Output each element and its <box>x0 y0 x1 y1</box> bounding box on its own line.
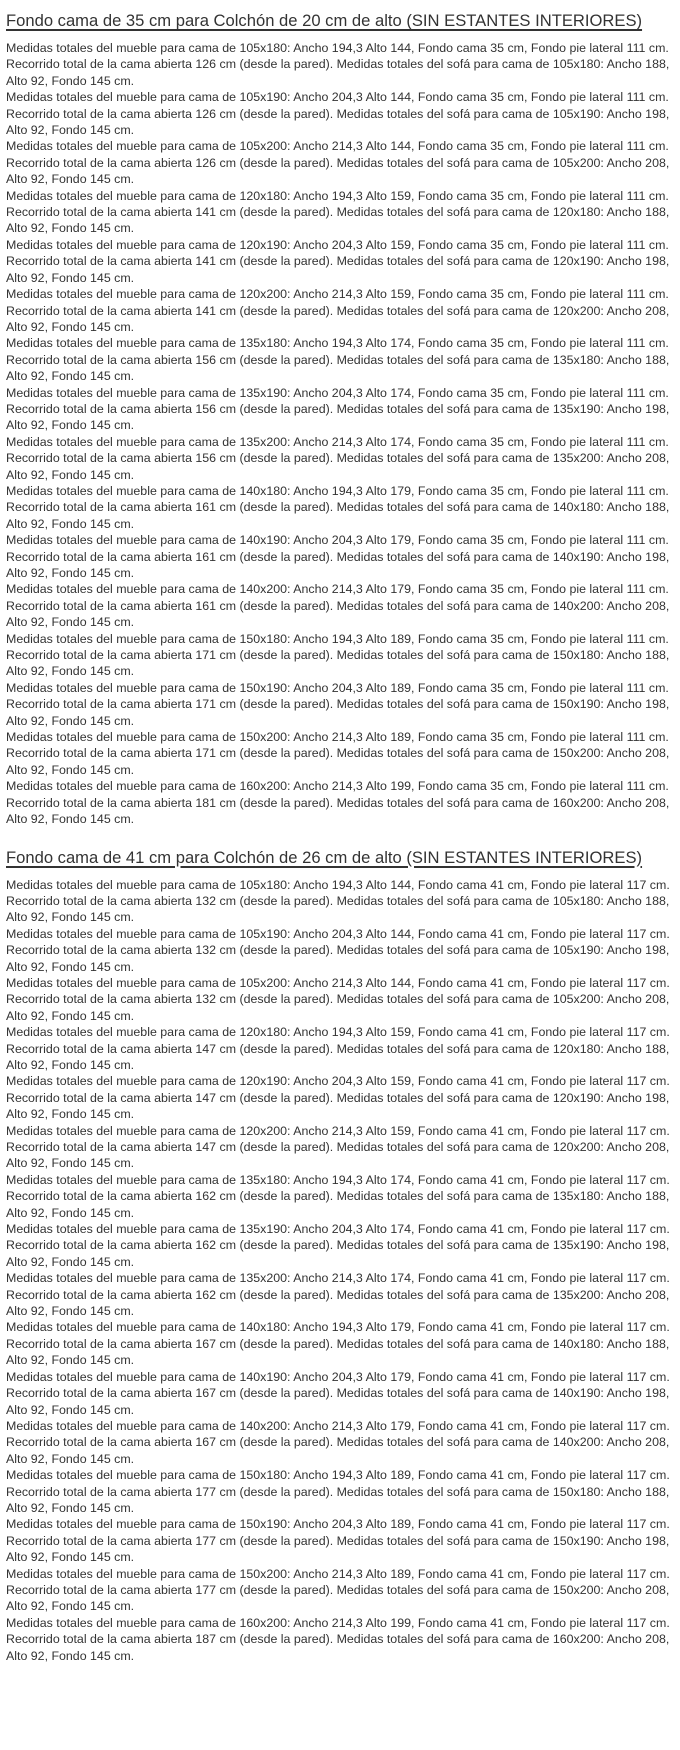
dimension-entry: Medidas totales del mueble para cama de 150x200: Ancho 214,3 Alto 189, Fondo cama 35 cm, Fondo pie lateral 111 cm. Recorrido total de la cama abierta 171 cm (desde la pared). Medidas totales del sofá para cama de 150x200: Ancho 208, Alto 92, Fondo 145 cm. <box>6 730 670 777</box>
dimension-entry: Medidas totales del mueble para cama de 105x180: Ancho 194,3 Alto 144, Fondo cama 41 cm, Fondo pie lateral 117 cm. Recorrido total de la cama abierta 132 cm (desde la pared). Medidas totales del sofá para cama de 105x180: Ancho 188, Alto 92, Fondo 145 cm. <box>6 877 670 925</box>
dimension-entry: Medidas totales del mueble para cama de 105x190: Ancho 204,3 Alto 144, Fondo cama 41 cm, Fondo pie lateral 117 cm. Recorrido total de la cama abierta 132 cm (desde la pared). Medidas totales del sofá para cama de 105x190: Ancho 198, Alto 92, Fondo 145 cm. <box>6 926 670 974</box>
dimension-entry: Medidas totales del mueble para cama de 160x200: Ancho 214,3 Alto 199, Fondo cama 41 cm, Fondo pie lateral 117 cm. Recorrido total de la cama abierta 187 cm (desde la pared). Medidas totales del sofá para cama de 160x200: Ancho 208, Alto 92, Fondo 145 cm. <box>6 1615 670 1663</box>
dimension-entry: Medidas totales del mueble para cama de 150x190: Ancho 204,3 Alto 189, Fondo cama 41 cm, Fondo pie lateral 117 cm. Recorrido total de la cama abierta 177 cm (desde la pared). Medidas totales del sofá para cama de 150x190: Ancho 198, Alto 92, Fondo 145 cm. <box>6 1517 670 1565</box>
dimension-entry: Medidas totales del mueble para cama de 135x190: Ancho 204,3 Alto 174, Fondo cama 35 cm, Fondo pie lateral 111 cm. Recorrido total de la cama abierta 156 cm (desde la pared). Medidas totales del sofá para cama de 135x190: Ancho 198, Alto 92, Fondo 145 cm. <box>6 385 670 433</box>
dimension-entry: Medidas totales del mueble para cama de 150x180: Ancho 194,3 Alto 189, Fondo cama 35 cm, Fondo pie lateral 111 cm. Recorrido total de la cama abierta 171 cm (desde la pared). Medidas totales del sofá para cama de 150x180: Ancho 188, Alto 92, Fondo 145 cm. <box>6 631 670 679</box>
dimension-entry: Medidas totales del mueble para cama de 150x200: Ancho 214,3 Alto 189, Fondo cama 41 cm, Fondo pie lateral 117 cm. Recorrido total de la cama abierta 177 cm (desde la pared). Medidas totales del sofá para cama de 150x200: Ancho 208, Alto 92, Fondo 145 cm. <box>6 1566 670 1614</box>
dimension-list <box>6 40 674 828</box>
dimension-entry: Medidas totales del mueble para cama de 135x180: Ancho 194,3 Alto 174, Fondo cama 35 cm, Fondo pie lateral 111 cm. Recorrido total de la cama abierta 156 cm (desde la pared). Medidas totales del sofá para cama de 135x180: Ancho 188, Alto 92, Fondo 145 cm. <box>6 336 670 384</box>
dimension-entry: Medidas totales del mueble para cama de 135x190: Ancho 204,3 Alto 174, Fondo cama 41 cm, Fondo pie lateral 117 cm. Recorrido total de la cama abierta 162 cm (desde la pared). Medidas totales del sofá para cama de 135x190: Ancho 198, Alto 92, Fondo 145 cm. <box>6 1222 670 1269</box>
dimension-entry: Medidas totales del mueble para cama de 135x200: Ancho 214,3 Alto 174, Fondo cama 41 cm, Fondo pie lateral 117 cm. Recorrido total de la cama abierta 162 cm (desde la pared). Medidas totales del sofá para cama de 135x200: Ancho 208, Alto 92, Fondo 145 cm. <box>6 1271 670 1319</box>
section-fondo-35 <box>6 9 674 828</box>
dimension-entry: Medidas totales del mueble para cama de 120x180: Ancho 194,3 Alto 159, Fondo cama 35 cm, Fondo pie lateral 111 cm. Recorrido total de la cama abierta 141 cm (desde la pared). Medidas totales del sofá para cama de 120x180: Ancho 188, Alto 92, Fondo 145 cm. <box>6 188 670 236</box>
dimension-entry: Medidas totales del mueble para cama de 105x190: Ancho 204,3 Alto 144, Fondo cama 35 cm, Fondo pie lateral 111 cm. Recorrido total de la cama abierta 126 cm (desde la pared). Medidas totales del sofá para cama de 105x190: Ancho 198, Alto 92, Fondo 145 cm. <box>6 90 670 138</box>
dimension-entry: Medidas totales del mueble para cama de 140x190: Ancho 204,3 Alto 179, Fondo cama 35 cm, Fondo pie lateral 111 cm. Recorrido total de la cama abierta 161 cm (desde la pared). Medidas totales del sofá para cama de 140x190: Ancho 198, Alto 92, Fondo 145 cm. <box>6 533 670 580</box>
section-title: Fondo cama de 41 cm para Colchón de 26 cm de alto (SIN ESTANTES INTERIORES) <box>6 847 643 867</box>
dimension-entry: Medidas totales del mueble para cama de 105x200: Ancho 214,3 Alto 144, Fondo cama 35 cm, Fondo pie lateral 111 cm. Recorrido total de la cama abierta 126 cm (desde la pared). Medidas totales del sofá para cama de 105x200: Ancho 208, Alto 92, Fondo 145 cm. <box>6 139 670 187</box>
dimension-entry: Medidas totales del mueble para cama de 120x190: Ancho 204,3 Alto 159, Fondo cama 35 cm, Fondo pie lateral 111 cm. Recorrido total de la cama abierta 141 cm (desde la pared). Medidas totales del sofá para cama de 120x190: Ancho 198, Alto 92, Fondo 145 cm. <box>6 237 670 285</box>
dimension-entry: Medidas totales del mueble para cama de 105x200: Ancho 214,3 Alto 144, Fondo cama 41 cm, Fondo pie lateral 117 cm. Recorrido total de la cama abierta 132 cm (desde la pared). Medidas totales del sofá para cama de 105x200: Ancho 208, Alto 92, Fondo 145 cm. <box>6 975 670 1023</box>
dimension-list <box>6 877 674 1665</box>
dimension-entry: Medidas totales del mueble para cama de 140x180: Ancho 194,3 Alto 179, Fondo cama 41 cm, Fondo pie lateral 117 cm. Recorrido total de la cama abierta 167 cm (desde la pared). Medidas totales del sofá para cama de 140x180: Ancho 188, Alto 92, Fondo 145 cm. <box>6 1320 670 1368</box>
dimension-entry: Medidas totales del mueble para cama de 140x200: Ancho 214,3 Alto 179, Fondo cama 35 cm, Fondo pie lateral 111 cm. Recorrido total de la cama abierta 161 cm (desde la pared). Medidas totales del sofá para cama de 140x200: Ancho 208, Alto 92, Fondo 145 cm. <box>6 582 670 630</box>
dimension-entry: Medidas totales del mueble para cama de 160x200: Ancho 214,3 Alto 199, Fondo cama 35 cm, Fondo pie lateral 111 cm. Recorrido total de la cama abierta 181 cm (desde la pared). Medidas totales del sofá para cama de 160x200: Ancho 208, Alto 92, Fondo 145 cm. <box>6 779 670 827</box>
dimension-entry: Medidas totales del mueble para cama de 140x200: Ancho 214,3 Alto 179, Fondo cama 41 cm, Fondo pie lateral 117 cm. Recorrido total de la cama abierta 167 cm (desde la pared). Medidas totales del sofá para cama de 140x200: Ancho 208, Alto 92, Fondo 145 cm. <box>6 1418 670 1466</box>
dimension-entry: Medidas totales del mueble para cama de 135x180: Ancho 194,3 Alto 174, Fondo cama 41 cm, Fondo pie lateral 117 cm. Recorrido total de la cama abierta 162 cm (desde la pared). Medidas totales del sofá para cama de 135x180: Ancho 188, Alto 92, Fondo 145 cm. <box>6 1172 670 1220</box>
dimension-entry: Medidas totales del mueble para cama de 135x200: Ancho 214,3 Alto 174, Fondo cama 35 cm, Fondo pie lateral 111 cm. Recorrido total de la cama abierta 156 cm (desde la pared). Medidas totales del sofá para cama de 135x200: Ancho 208, Alto 92, Fondo 145 cm. <box>6 434 670 482</box>
section-title: Fondo cama de 35 cm para Colchón de 20 cm de alto (SIN ESTANTES INTERIORES) <box>6 11 643 30</box>
dimension-entry: Medidas totales del mueble para cama de 120x200: Ancho 214,3 Alto 159, Fondo cama 35 cm, Fondo pie lateral 111 cm. Recorrido total de la cama abierta 141 cm (desde la pared). Medidas totales del sofá para cama de 120x200: Ancho 208, Alto 92, Fondo 145 cm. <box>6 287 670 334</box>
dimension-entry: Medidas totales del mueble para cama de 120x180: Ancho 194,3 Alto 159, Fondo cama 41 cm, Fondo pie lateral 117 cm. Recorrido total de la cama abierta 147 cm (desde la pared). Medidas totales del sofá para cama de 120x180: Ancho 188, Alto 92, Fondo 145 cm. <box>6 1025 670 1072</box>
dimension-entry: Medidas totales del mueble para cama de 140x180: Ancho 194,3 Alto 179, Fondo cama 35 cm, Fondo pie lateral 111 cm. Recorrido total de la cama abierta 161 cm (desde la pared). Medidas totales del sofá para cama de 140x180: Ancho 188, Alto 92, Fondo 145 cm. <box>6 483 670 531</box>
dimension-entry: Medidas totales del mueble para cama de 150x180: Ancho 194,3 Alto 189, Fondo cama 41 cm, Fondo pie lateral 117 cm. Recorrido total de la cama abierta 177 cm (desde la pared). Medidas totales del sofá para cama de 150x180: Ancho 188, Alto 92, Fondo 145 cm. <box>6 1468 670 1515</box>
dimension-entry: Medidas totales del mueble para cama de 140x190: Ancho 204,3 Alto 179, Fondo cama 41 cm, Fondo pie lateral 117 cm. Recorrido total de la cama abierta 167 cm (desde la pared). Medidas totales del sofá para cama de 140x190: Ancho 198, Alto 92, Fondo 145 cm. <box>6 1369 670 1417</box>
dimension-entry: Medidas totales del mueble para cama de 120x200: Ancho 214,3 Alto 159, Fondo cama 41 cm, Fondo pie lateral 117 cm. Recorrido total de la cama abierta 147 cm (desde la pared). Medidas totales del sofá para cama de 120x200: Ancho 208, Alto 92, Fondo 145 cm. <box>6 1123 670 1171</box>
section-fondo-41 <box>6 846 674 1665</box>
dimension-entry: Medidas totales del mueble para cama de 105x180: Ancho 194,3 Alto 144, Fondo cama 35 cm, Fondo pie lateral 111 cm. Recorrido total de la cama abierta 126 cm (desde la pared). Medidas totales del sofá para cama de 105x180: Ancho 188, Alto 92, Fondo 145 cm. <box>6 41 670 88</box>
dimension-entry: Medidas totales del mueble para cama de 120x190: Ancho 204,3 Alto 159, Fondo cama 41 cm, Fondo pie lateral 117 cm. Recorrido total de la cama abierta 147 cm (desde la pared). Medidas totales del sofá para cama de 120x190: Ancho 198, Alto 92, Fondo 145 cm. <box>6 1074 670 1122</box>
dimension-entry: Medidas totales del mueble para cama de 150x190: Ancho 204,3 Alto 189, Fondo cama 35 cm, Fondo pie lateral 111 cm. Recorrido total de la cama abierta 171 cm (desde la pared). Medidas totales del sofá para cama de 150x190: Ancho 198, Alto 92, Fondo 145 cm. <box>6 680 670 728</box>
